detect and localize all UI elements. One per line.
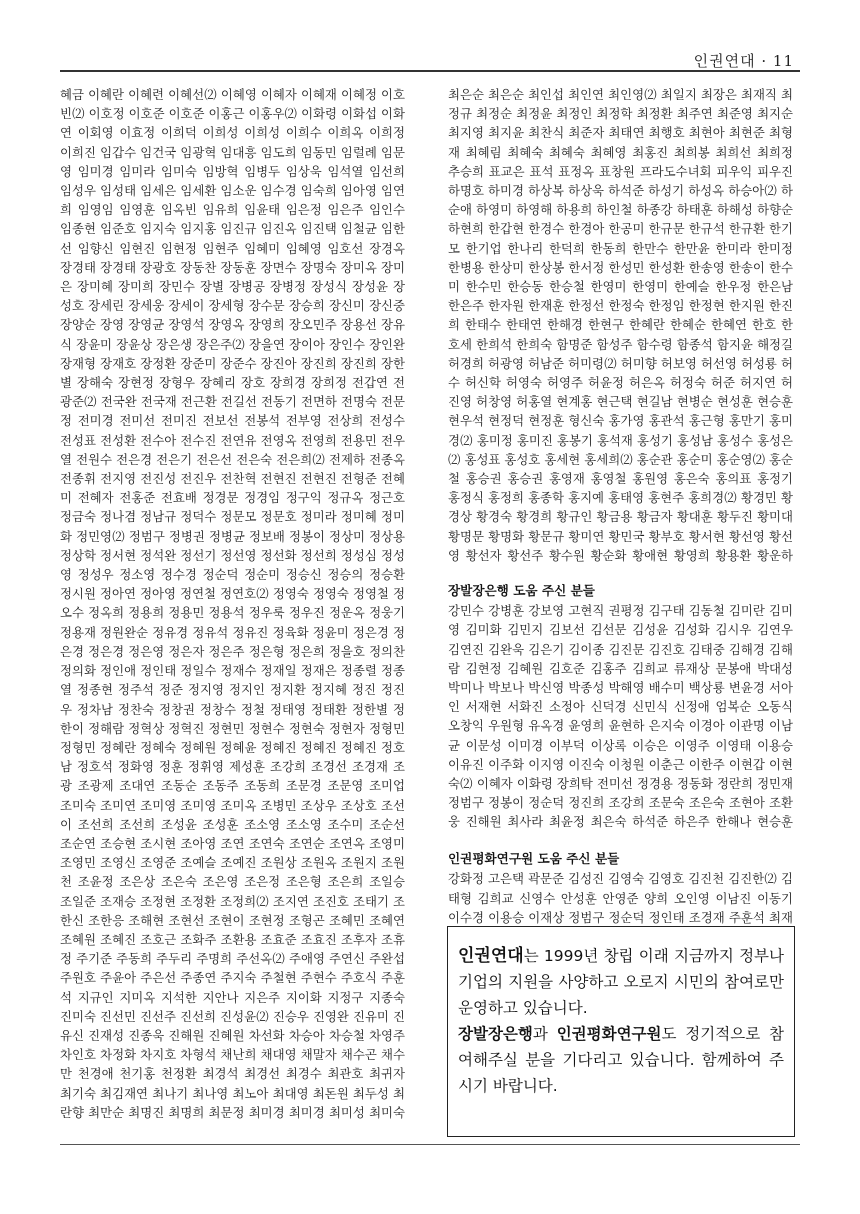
donor-list-right-column [448,85,793,926]
section-heading-jeanvaljean-bank: 장발장은행 도움 주신 분들 [448,583,595,598]
notice-text-part1: 는 1999년 창립 이래 지금까지 정부나 기업의 지원을 사양하고 오로지 시민의 참여로만 운영하고 있습니다. [458,947,784,1017]
membership-notice-box [447,926,795,1137]
page-header [60,42,800,72]
section-body-jeanvaljean-bank: 강민수 강병훈 강보영 고현직 권평정 김구태 김동철 김미란 김미영 김미화 김민지 김보선 김선문 김성윤 김성화 김시우 김연우 김연진 김완욱 김은기 김이종 김진문 김진호 김태중 김해경 김해람 김현정 김혜원 김호준 김홍주 김희교 류재상 문봉애 박대성 박미나 박보나 박신영 박종성 박해영 배수미 백상룡 변윤경 서아인 서재현 서화진 소정아 신덕경 신민식 신정애 엄복순 오동식 오창익 우원형 유옥경 윤영희 윤현하 은지숙 이경아 이관명 이남균 이문성 이미경 이부덕 이상록 이승은 이영주 이영태 이용승 이유진 이주화 이지영 이진숙 이청원 이춘근 이한주 이현갑 이현숙⑵ 이혜자 이화령 장희탁 전미선 정경용 정동화 정란희 정민재 정범구 정봉이 정순덕 정진희 조강희 조문숙 조은숙 조현아 조환웅 진해원 최사라 최윤정 최은숙 하석준 하은주 한해나 현승훈 [448,603,793,830]
notice-institute-name: 인권평화연구원 [556,1025,662,1043]
notice-org-name: 인권연대 [458,946,524,966]
section-body-peace-institute: 강화정 고은택 곽문준 김성진 김영숙 김영호 김진천 김진한⑵ 김태형 김희교 신영수 안성훈 안영준 양희 오인영 이남진 이동기 이수경 이용승 이재상 정범구 정순덕 정인태 조경재 주훈석 최재 [448,871,793,925]
footer-rule [60,1144,800,1145]
notice-bank-name: 장발장은행 [458,1025,533,1043]
notice-text-part2: 도 정기적으로 참여해주실 분을 기다리고 있습니다. 함께하여 주시기 바랍니다. [458,1025,784,1095]
notice-connector: 과 [532,1025,557,1043]
page-header-title: 인권연대 · 11 [693,52,794,70]
donor-names-right: 최은순 최은순 최인섭 최인연 최인영⑵ 최일지 최장은 최재직 최정규 최정순 최정윤 최정인 최정학 최정환 최주연 최준영 최지순 최지영 최지윤 최찬식 최준자 최태연 최행호 최현아 최현준 최형재 최혜림 최혜숙 최혜숙 최혜영 최홍진 최희봉 최희선 최희정 추승희 표교은 표석 표정옥 표창원 프라도수녀회 피우익 피우진 하명호 하미경 하상복 하상욱 하석준 하성기 하성옥 하승아⑵ 하순애 하영미 하영해 하용희 하인철 하종강 하태훈 하해성 하향순 하현희 한갑현 한경수 한경아 한공미 한규문 한규석 한규환 한기모 한기업 한나리 한덕희 한동희 한만수 한만윤 한미라 한미정 한병용 한상미 한상봉 한서정 한성민 한성환 한송영 한송이 한수미 한수민 한승동 한승철 한영미 한영미 한예슬 한우정 한은남 한은주 한자원 한재훈 한정선 한정숙 한정임 한정현 한지원 한진희 한태수 한태연 한해경 한현구 한혜란 한혜순 한혜연 한호 한호세 한희석 한희숙 함명준 함성주 함수령 함종석 함지윤 해정길 허경희 허광영 허남준 허미령⑵ 허미향 허보영 허선영 허성룡 허수 허신학 허영숙 허영주 허윤정 허은옥 허정숙 허준 허지연 허진영 허창영 허홍열 현계홍 현근택 현길남 현병순 현성훈 현승훈 현우석 현정덕 현정훈 형신숙 홍가영 홍관석 홍근형 홍만기 홍미경⑵ 홍미정 홍미진 홍봉기 홍석재 홍성기 홍성남 홍성수 홍성은⑵ 홍성표 홍성호 홍세현 홍세희⑵ 홍순관 홍순미 홍순영⑵ 홍순철 홍승권 홍승권 홍영재 홍영철 홍원영 홍은숙 홍의표 홍정기 홍정식 홍정희 홍종학 홍지예 홍태영 홍현주 홍희경⑵ 황경민 황경상 황경숙 황경희 황규인 황금용 황금자 황대훈 황두진 황미대 황명문 황명화 황문규 황미연 황민국 황부호 황서현 황선영 황선영 황선자 황선주 황수원 황순화 황애현 황영희 황용환 황운하 [448,87,793,563]
membership-notice-text [458,943,784,1099]
donor-names-left: 혜금 이혜란 이혜련 이혜선⑵ 이혜영 이혜자 이혜재 이혜정 이호빈⑵ 이호정 이호준 이호준 이홍근 이홍우⑵ 이화령 이화섭 이화연 이회영 이효정 이희덕 이희성 이희성 이희수 이희옥 이희정 이희진 임갑수 임건국 임광혁 임대흥 임도희 임동민 임럴례 임문영 임미경 임미라 임미숙 임방혁 임병두 임상욱 임석열 임선희 임성우 임성태 임세은 임세환 임소운 임수경 임숙희 임아영 임연희 임영임 임영훈 임옥빈 임유희 임윤태 임은정 임은주 임인수 임종현 임준호 임지숙 임지홍 임진규 임진옥 임진택 임철균 임한선 임향신 임현진 임현정 임현주 임혜미 임혜영 임호선 장경옥 장경태 장경태 장광호 장동찬 장동훈 장면수 장명숙 장미옥 장미은 장미혜 장미희 장민수 장별 장병공 장병정 장성식 장성윤 장성호 장세린 장세웅 장세이 장세형 장수문 장승희 장신미 장신중 장양순 장영 장영균 장영석 장영옥 장영희 장오민주 장용선 장유식 장윤미 장윤상 장은생 장은주⑵ 장을연 장이아 장인수 장인완 장재형 장재호 장정환 장준미 장준수 장진아 장진희 장진희 장한별 장해숙 장현정 장형우 장혜리 장호 장희경 장희정 전갑연 전광준⑵ 전국완 전국재 전근환 전길선 전동기 전면하 전명숙 전문정 전미경 전미선 전미진 전보선 전봉석 전부영 전상희 전성수 전성표 전성환 전수아 전수진 전연유 전영옥 전영희 전용민 전우열 전원수 전은경 전은기 전은선 전은숙 전은희⑵ 전제하 전종옥 전종휘 전지영 전진성 전진우 전찬혁 전현진 전현진 전형준 전혜미 전혜자 전홍준 전효배 정경문 정경임 정구익 정규옥 정근호 정금숙 정나겸 정남규 정덕수 정문모 정문호 정미라 정미혜 정미화 정민영⑵ 정범구 정병권 정병균 정보배 정봉이 정상미 정상용 정상학 정서현 정석완 정선기 정선영 정선화 정선희 정성심 정성영 정성우 정소영 정수경 정순덕 정순미 정승신 정승의 정승환 정시원 정아연 정아영 정연철 정연호⑵ 정영숙 정영숙 정영철 정오수 정옥희 정용희 정용민 정용석 정우룩 정우진 정운옥 정웅기 정용재 정원완순 정유경 정유석 정유진 정육화 정윤미 정은경 정은경 정은경 정은영 정은자 정은주 정은형 정은희 정을호 정의찬 정의화 정인애 정인태 정일수 정재수 정재일 정재은 정종렬 정종열 정종현 정주석 정준 정지영 정지인 정지환 정지혜 정진 정진우 정차남 정찬숙 정창권 정창수 정철 정태영 정태환 정한별 정한이 정해람 정혁상 정혁진 정현민 정현수 정현숙 정현자 정형민 정형민 정혜란 정혜숙 정혜원 정혜윤 정혜진 정혜진 정혜진 정호남 정호석 정화영 정훈 정휘영 제성훈 조강희 조경선 조경재 조광 조광제 조대연 조동순 조동주 조동희 조문경 조문영 조미업 조미숙 조미연 조미영 조미영 조미옥 조병민 조상우 조상호 조선이 조선희 조선희 조성윤 조성훈 조소영 조소영 조수미 조순선 조순연 조승현 조시현 조아영 조연 조연숙 조연순 조연옥 조영미 조영민 조영신 조영준 조예슬 조예진 조원상 조원옥 조원지 조원천 조윤정 조은상 조은숙 조은영 조은정 조은형 조은희 조일승 조일준 조재승 조정현 조정환 조정희⑵ 조지연 조진호 조태기 조한신 조한응 조해현 조현선 조현이 조현정 조형곤 조혜민 조혜연 조혜원 조혜진 조호근 조화주 조환용 조효준 조효진 조후자 조휴정 주기준 주동희 주두리 주명희 주선옥⑵ 주애영 주연신 주완섭 주원호 주윤아 주은선 주종연 주지숙 주철현 주현수 주호식 주훈석 지규인 지미옥 지석한 지안나 지은주 지이화 지정구 지종숙 진미숙 진선민 진선주 진선희 진성윤⑵ 진승우 진영완 진유미 진유신 진재성 진종욱 진해원 진혜원 차선화 차승아 차승철 차영주 차인호 차정화 차지호 차형석 채난희 채대영 채말자 채수곤 채수만 천경애 천기홍 천정환 최경석 최경선 최경수 최관호 최귀자 최기숙 최김재연 최나기 최나영 최노아 최대영 최돈원 최두성 최란향 최만순 최명진 최명희 최문정 최미경 최미경 최미성 최미숙 [60,87,405,1120]
donor-list-left-column [60,85,405,1125]
section-heading-peace-institute: 인권평화연구원 도움 주신 분들 [448,851,620,867]
header-rule [60,70,800,72]
